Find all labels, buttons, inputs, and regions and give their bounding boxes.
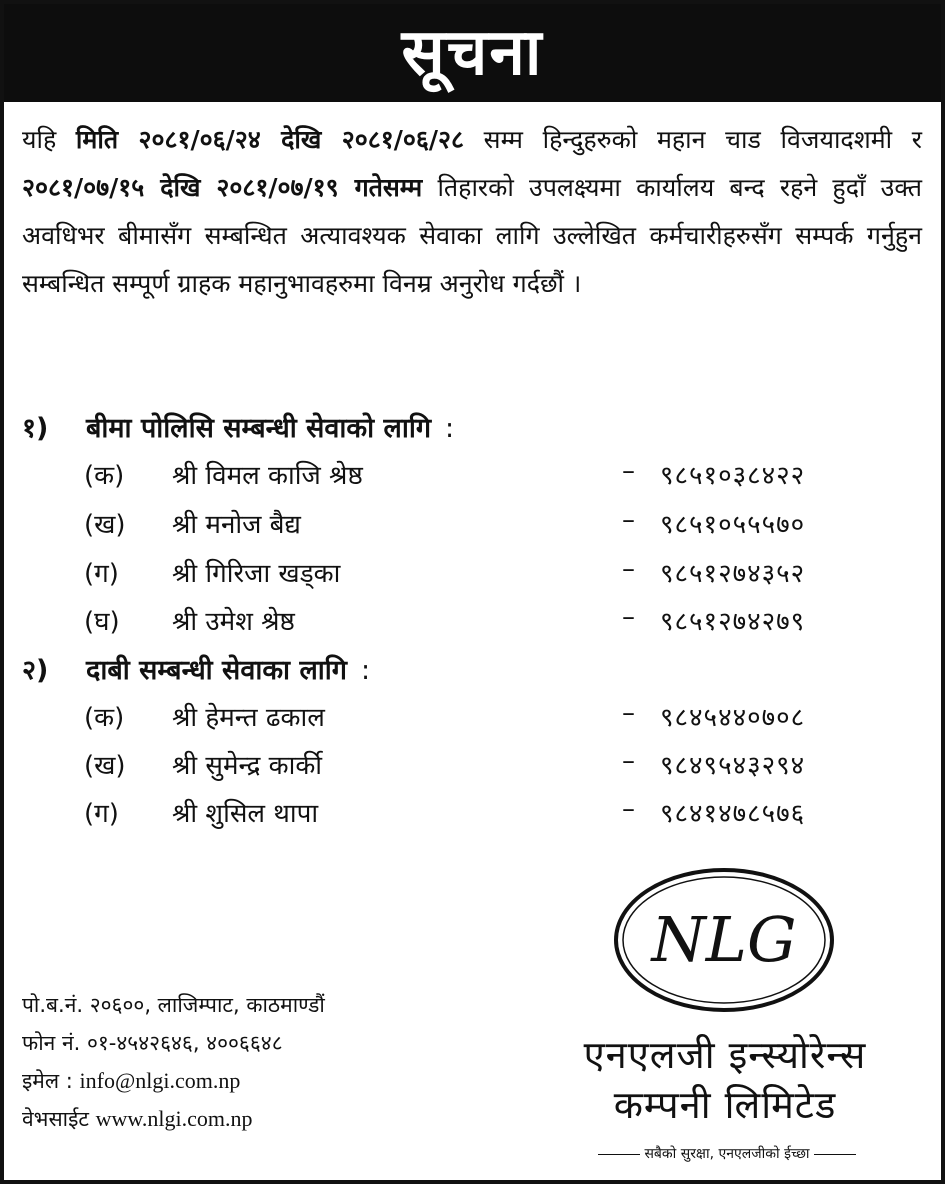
contact-code: (ख) [84, 751, 126, 781]
company-name-line-1: एनएलजी इन्स्योरेन्स [583, 1033, 867, 1077]
contact-name: श्री शुसिल थापा [172, 799, 319, 829]
contact-code: (ग) [84, 799, 119, 829]
contact-phone: ९८४९५४३२९४ [660, 751, 806, 781]
contact-dash: – [622, 746, 635, 776]
section-colon: : [445, 413, 455, 444]
company-tagline [582, 1144, 872, 1174]
contact-code: (ख) [84, 510, 126, 540]
section-number: १) [22, 413, 49, 444]
section-title: बीमा पोलिसि सम्बन्धी सेवाको लागि [86, 413, 432, 444]
intro-text-2: सम्म हिन्दुहरुको महान चाड विजयादशमी र [483, 125, 922, 154]
website-url[interactable]: www.nlgi.com.np [95, 1106, 253, 1131]
notice-title: सूचना [401, 16, 544, 90]
contact-row [84, 602, 884, 642]
phone-line: फोन नं. ०१-४५४२६४६, ४००६६४८ [22, 1031, 283, 1055]
contact-name: श्री उमेश श्रेष्ठ [172, 607, 295, 637]
tagline-text: सबैको सुरक्षा, एनएलजीको ईच्छा [644, 1146, 810, 1162]
contact-code: (क) [84, 461, 125, 491]
contact-name: श्री हेमन्त ढकाल [172, 703, 325, 733]
title-banner [4, 4, 941, 102]
section-title: दाबी सम्बन्धी सेवाका लागि [86, 655, 347, 686]
contact-row [84, 505, 884, 545]
contact-row [84, 554, 884, 594]
email-line [22, 1062, 325, 1100]
contact-name: श्री विमल काजि श्रेष्ठ [172, 461, 363, 491]
contact-dash: – [622, 698, 635, 728]
tagline-rule-right [814, 1154, 856, 1155]
section-number: २) [22, 655, 49, 686]
intro-text-1: यहि [22, 125, 57, 154]
contact-name: श्री मनोज बैद्य [172, 510, 301, 540]
contact-phone: ९८५१२७४३५२ [660, 559, 806, 589]
logo-text: NLG [651, 903, 797, 976]
address-line: पो.ब.नं. २०६००, लाजिम्पाट, काठमाण्डौं [22, 993, 325, 1017]
website-line [22, 1100, 325, 1138]
contact-dash: – [622, 456, 635, 486]
contact-name: श्री गिरिजा खड्का [172, 559, 341, 589]
contact-row [84, 794, 884, 834]
section-colon: : [360, 655, 371, 686]
contact-dash: – [622, 554, 635, 584]
company-name [540, 1030, 910, 1130]
section-claim-heading [22, 650, 370, 687]
company-name-line-2: कम्पनी लिमिटेड [613, 1083, 837, 1127]
contact-phone: ९८५१२७४२७९ [660, 607, 806, 637]
contact-dash: – [622, 505, 635, 535]
contact-code: (घ) [84, 607, 120, 637]
section-policy-heading [22, 408, 454, 445]
intro-paragraph [22, 116, 922, 308]
email-address[interactable]: info@nlgi.com.np [79, 1068, 241, 1093]
contact-name: श्री सुमेन्द्र कार्की [172, 751, 323, 781]
intro-date-range-1: मिति २०८१/०६/२४ देखि २०८१/०६/२८ [75, 125, 465, 154]
intro-text-3: तिहारको उपलक्ष्यमा कार्यालय बन्द रहने हुदाँ उक्त अवधिभर बीमासँग सम्बन्धित अत्यावश्यक सेवाका लागि उल्लेखित कर्मचारीहरुसँग सम्पर्क गर्नुहुन सम्बन्धित सम्पूर्ण ग्राहक महानुभावहरुमा विनम्र अनुरोध गर्दछौं । [22, 173, 922, 298]
contact-row [84, 698, 884, 738]
tagline-rule-left [598, 1154, 640, 1155]
contact-phone: ९८४१४७८५७६ [660, 799, 806, 829]
contact-phone: ९८५१०५५५७० [660, 510, 806, 540]
contact-dash: – [622, 602, 635, 632]
contact-dash: – [622, 794, 635, 824]
contact-code: (ग) [84, 559, 119, 589]
website-label: वेभसाईट [22, 1107, 89, 1131]
contact-row [84, 746, 884, 786]
contact-phone: ९८४५४४०७०८ [660, 703, 806, 733]
contact-info [22, 986, 325, 1138]
contact-row [84, 456, 884, 496]
contact-phone: ९८५१०३८४२२ [660, 461, 806, 491]
email-label: इमेल : [22, 1069, 73, 1093]
intro-date-range-2: २०८१/०७/१५ देखि २०८१/०७/१९ गतेसम्म [22, 173, 423, 202]
contact-code: (क) [84, 703, 125, 733]
